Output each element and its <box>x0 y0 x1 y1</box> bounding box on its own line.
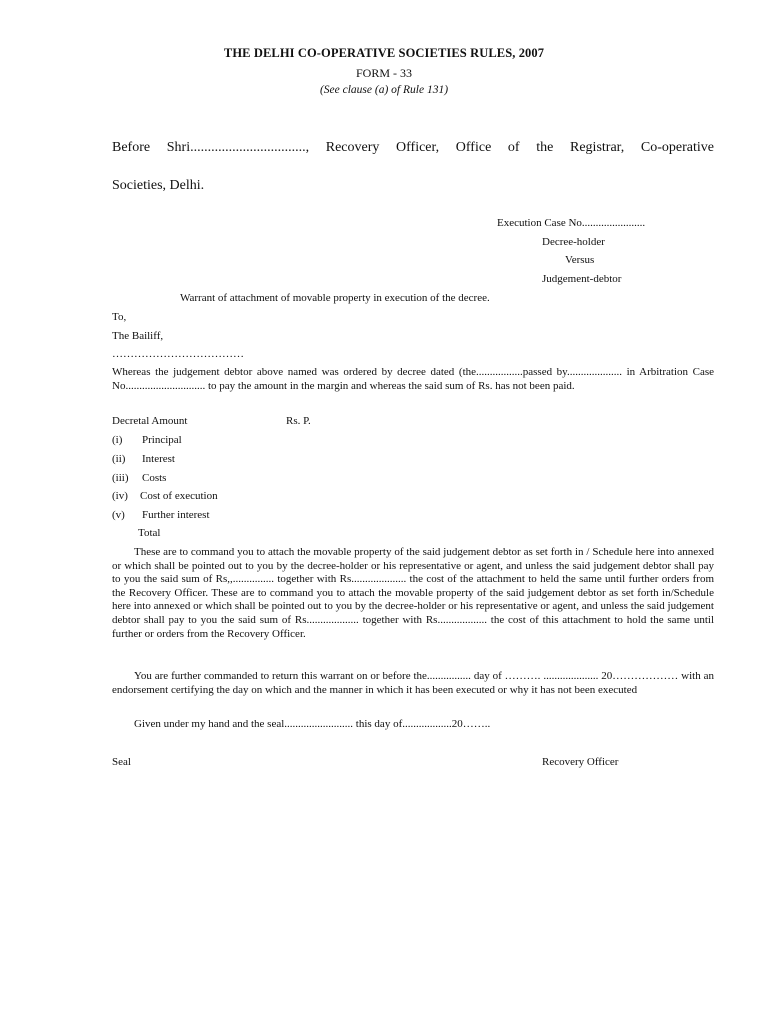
amount-item-number: (v) <box>112 509 125 521</box>
amount-item <box>112 509 210 521</box>
amount-item-label: Cost of execution <box>140 490 218 502</box>
given-under-hand: Given under my hand and the seal......................... this day of..................20…….. <box>134 718 491 730</box>
address-bailiff: The Bailiff, <box>112 330 164 342</box>
amount-item-number: (i) <box>112 434 123 446</box>
amount-item-number: (iii) <box>112 472 129 484</box>
amount-item-label: Further interest <box>142 509 210 521</box>
rules-title: THE DELHI CO-OPERATIVE SOCIETIES RULES, 2007 <box>223 46 545 60</box>
judgement-debtor: Judgement-debtor <box>542 273 622 285</box>
address-blank: ……………………………… <box>112 348 244 360</box>
amount-item <box>112 453 175 465</box>
amount-total: Total <box>138 527 161 539</box>
amount-item-label: Principal <box>142 434 182 446</box>
amount-item <box>112 490 218 502</box>
amount-item <box>112 434 182 446</box>
address-to: To, <box>112 311 127 323</box>
before-officer-line-2: Societies, Delhi. <box>112 178 205 193</box>
amount-item-number: (iv) <box>112 490 128 502</box>
clause-reference: (See clause (a) of Rule 131) <box>319 84 449 96</box>
decretal-amount-label: Decretal Amount <box>112 415 188 427</box>
before-officer-line: Before Shri................................., Recovery Officer, Office of the Registrar, Co-operative <box>112 140 714 155</box>
return-paragraph: You are further commanded to return this warrant on or before the................ day of ………. .................... 20……………… with an endorsement certifying the day on which and the manner in which it has been executed or why it has not been executed <box>112 670 714 696</box>
recovery-officer-signature: Recovery Officer <box>542 756 619 768</box>
decree-holder: Decree-holder <box>542 236 605 248</box>
warrant-title: Warrant of attachment of movable property in execution of the decree. <box>180 292 490 304</box>
amount-item-number: (ii) <box>112 453 126 465</box>
command-paragraph: These are to command you to attach the movable property of the said judgement debtor as set forth in / Schedule here into annexed or which shall be pointed out to you by the decree-holder or his representative or agent, and unless the said judgement debtor shall pay to you the said sum of Rs,,............... together with Rs.................... the cost of the attachment to held the same until further orders from the Recovery Officer. These are to command you to attach the movable property of the said judgement debtor as set forth in/Schedule here into annexed or which shall be pointed out to you by the decree-holder or his representative or agent, and unless the said judgement debtor shall pay to you the said sum of Rs................... together with Rs.................. the cost of this attachment to hold the same until further or orders from the Recovery Officer. <box>112 546 714 640</box>
form-number: FORM - 33 <box>355 66 412 80</box>
amount-item <box>112 472 166 484</box>
amount-item-label: Costs <box>142 472 167 484</box>
versus: Versus <box>565 254 595 266</box>
amount-item-label: Interest <box>142 453 175 465</box>
seal-label: Seal <box>112 756 131 768</box>
currency-header: Rs. P. <box>286 415 311 427</box>
whereas-paragraph: Whereas the judgement debtor above named was ordered by decree dated (the.................passed by.................... in Arbitration Case No............................. to pay the amount in the margin and whereas the said sum of Rs. has not been paid. <box>112 366 714 392</box>
execution-case-no: Execution Case No....................... <box>497 217 646 229</box>
